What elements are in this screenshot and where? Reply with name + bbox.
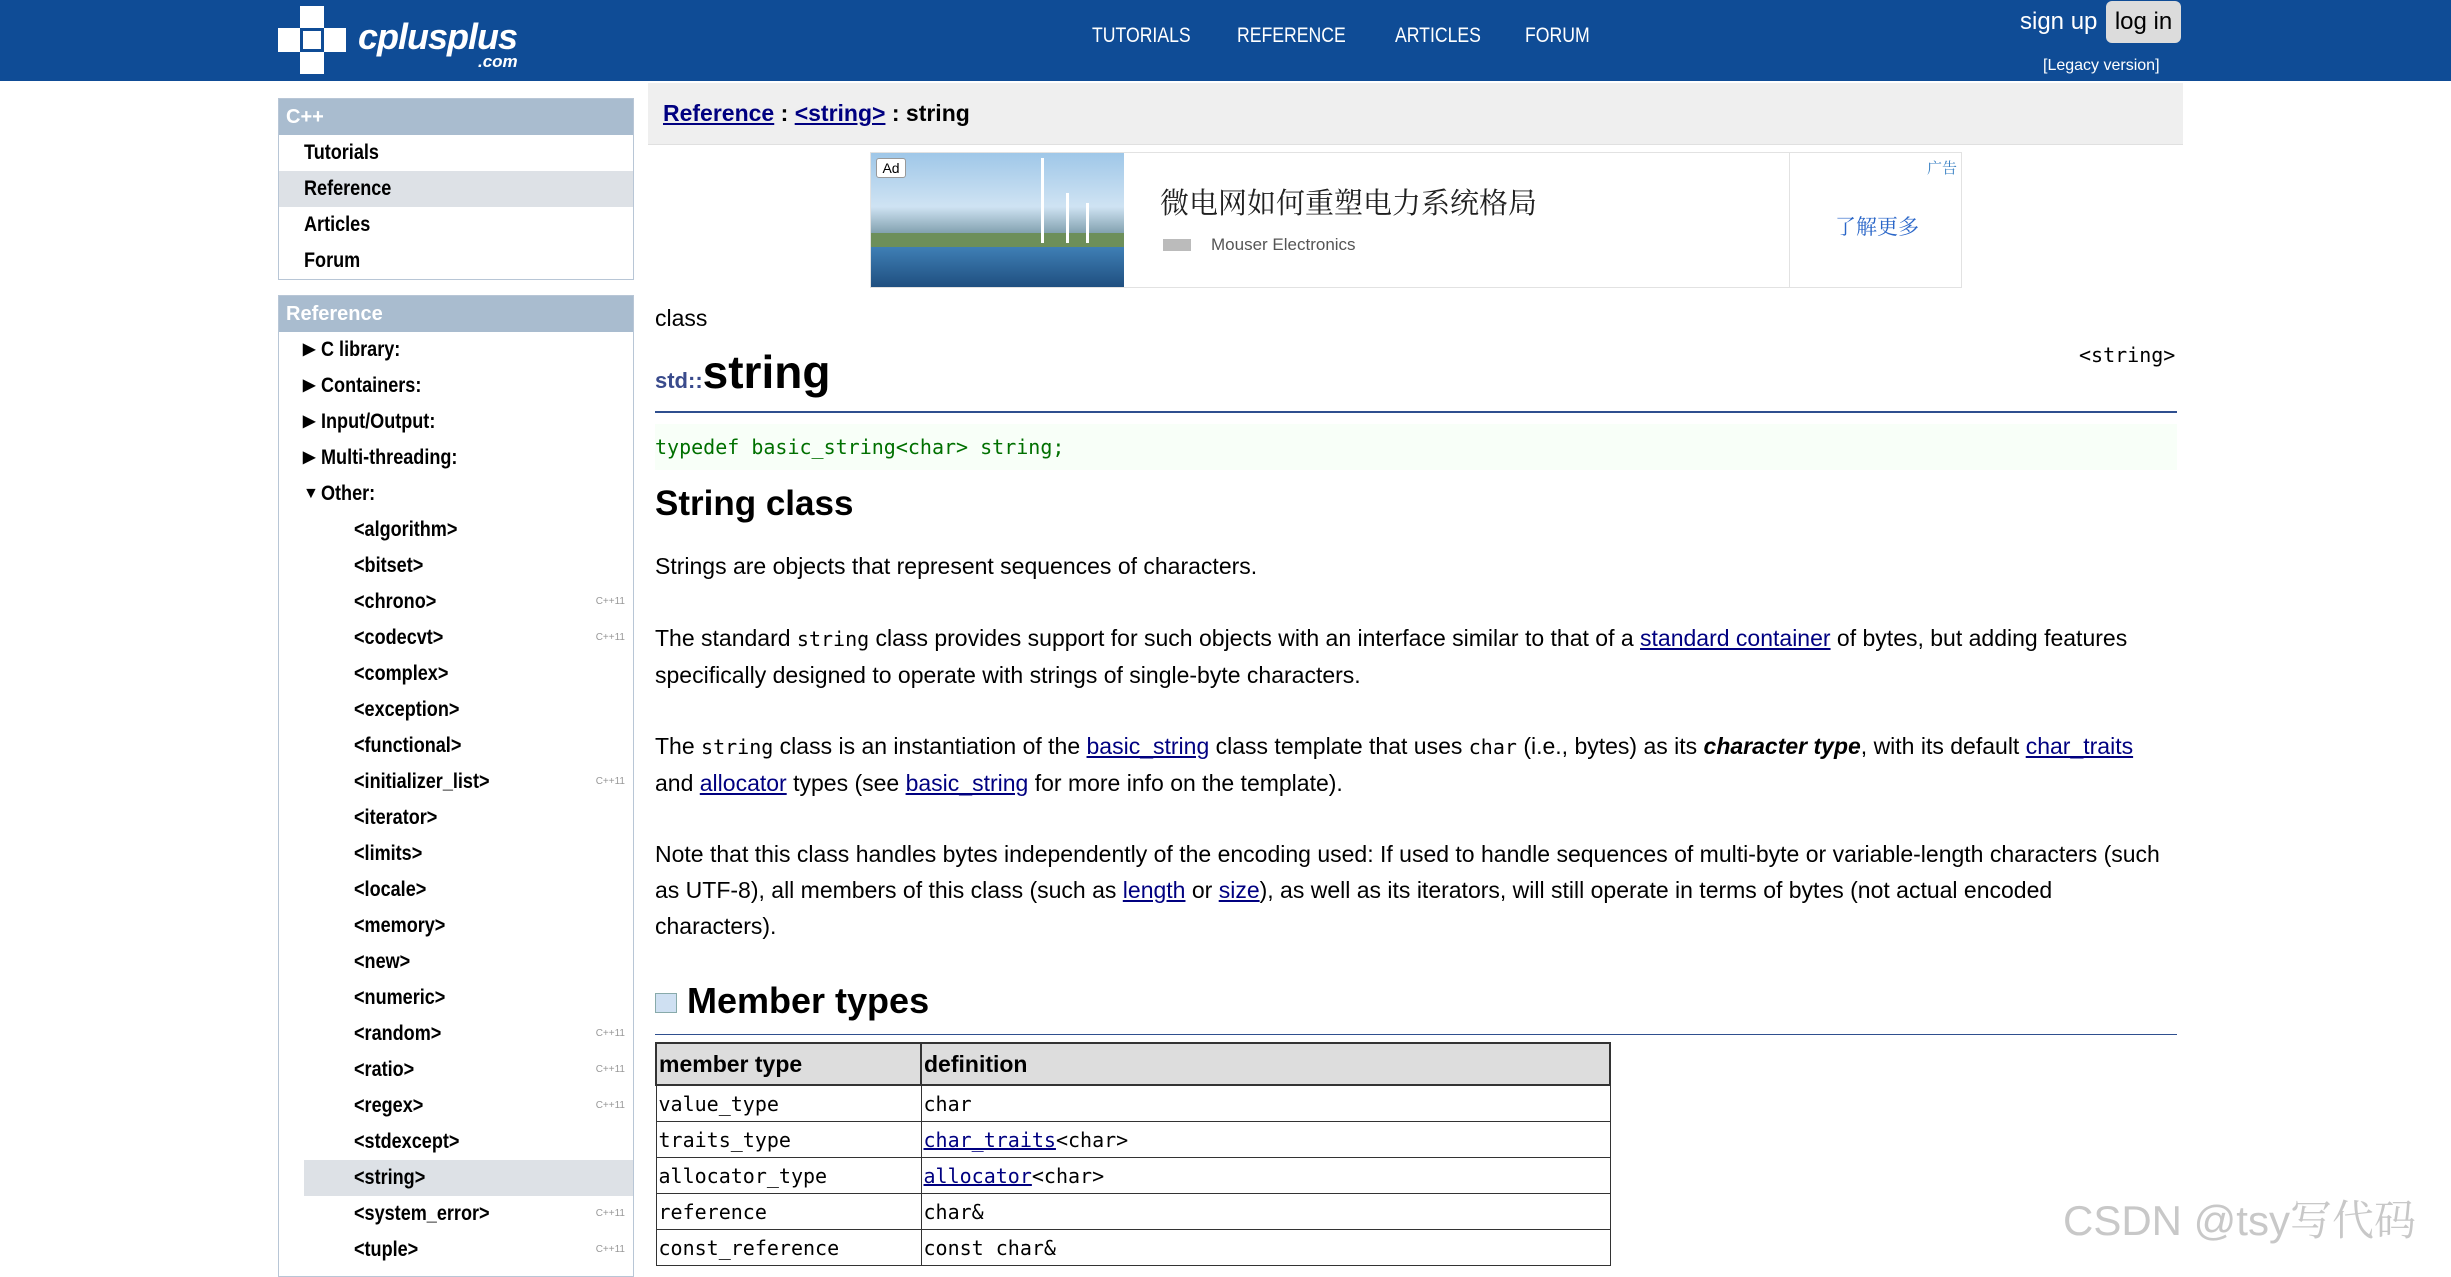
sidebar-cat-other[interactable]: ▼ Other: [279, 476, 633, 512]
expand-triangle-icon: ▶ [303, 341, 316, 358]
sidebar-item-tuple[interactable]: <tuple> C++11 [304, 1232, 633, 1268]
section-title: String class [655, 484, 854, 523]
logo-suffix: .com [478, 52, 518, 71]
sidebar-cat-c-library[interactable]: ▶ C library: [279, 332, 633, 368]
logo-text: cplusplus [358, 16, 518, 57]
watermark: CSDN @tsy写代码 [2063, 1197, 2416, 1244]
definition-cell: const char& [921, 1230, 1610, 1266]
sidebar-item-stdexcept[interactable]: <stdexcept> [354, 1130, 460, 1153]
basic-string-link[interactable]: basic_string [1086, 733, 1210, 759]
table-header: definition [921, 1043, 1610, 1085]
definition-link[interactable]: char_traits [923, 1127, 1056, 1152]
sidebar-other-list [279, 512, 633, 1268]
table-row [656, 1085, 1610, 1122]
sidebar-item-memory[interactable]: <memory> [354, 914, 446, 937]
sidebar-item-system-error[interactable]: <system_error> C++11 [304, 1196, 633, 1232]
definition-cell: char& [921, 1194, 1610, 1230]
sidebar-item-iterator[interactable]: <iterator> [354, 806, 438, 829]
standard-container-link[interactable]: standard container [1640, 625, 1831, 651]
cpp11-badge: C++11 [595, 1028, 625, 1039]
sidebar-item-numeric[interactable]: <numeric> [354, 986, 446, 1009]
sidebar-item-bitset[interactable]: <bitset> [354, 554, 424, 577]
paragraph-3: The string class is an instantiation of the basic_string class template that uses char (i.e., bytes) as its character type, with its default char_traits and allocator types (see basic_string for more info on the template). [655, 733, 2134, 796]
cpp11-badge: C++11 [595, 632, 625, 643]
definition-link[interactable]: allocator [923, 1163, 1032, 1188]
namespace-prefix: std:: [655, 368, 703, 393]
ad-sponsor[interactable]: Mouser Electronics [1211, 235, 1356, 254]
sidebar-cpp-title: C++ [279, 99, 633, 135]
expand-triangle-icon: ▶ [303, 377, 316, 394]
advertisement[interactable] [870, 152, 1962, 288]
page-title [655, 345, 830, 399]
member-type-cell: reference [656, 1194, 921, 1230]
login-button[interactable]: log in [2106, 1, 2181, 43]
member-types-table [655, 1042, 1611, 1266]
cpp11-badge: C++11 [595, 1244, 625, 1255]
header-file-label: <string> [2079, 343, 2176, 367]
nav-forum[interactable]: FORUM [1525, 24, 1591, 47]
paragraph-1: Strings are objects that represent sequences of characters. [655, 553, 1258, 579]
breadcrumb-reference-link[interactable]: Reference [663, 100, 775, 126]
sidebar-cat-input-output[interactable]: ▶ Input/Output: [279, 404, 633, 440]
sidebar-item-complex[interactable]: <complex> [354, 662, 449, 685]
paragraph-4: Note that this class handles bytes independently of the encoding used: If used to handle sequences of multi-byte or variable-length characters (such as UTF-8), all members of this class (such as length or size), as well as its iterators, will still operate in terms of bytes (not actual encoded characters). [655, 841, 2160, 939]
sidebar-item-forum[interactable]: Forum [304, 249, 361, 272]
member-type-cell: const_reference [656, 1230, 921, 1266]
definition-cell: allocator<char> [921, 1158, 1610, 1194]
collapse-triangle-icon: ▼ [303, 485, 319, 502]
typedef-code: typedef basic_string<char> string; [655, 424, 2177, 470]
paragraph-2: The standard string class provides support for such objects with an interface similar to that of a standard container of bytes, but adding features specifically designed to operate with strings of single-byte characters. [655, 625, 2128, 688]
member-type-cell: allocator_type [656, 1158, 921, 1194]
nav-tutorials[interactable]: TUTORIALS [1092, 24, 1191, 47]
legacy-version-link[interactable]: [Legacy version] [2043, 57, 2160, 74]
allocator-link[interactable]: allocator [699, 770, 787, 796]
class-name: string [702, 346, 831, 398]
site-logo[interactable] [278, 6, 548, 74]
cpp11-badge: C++11 [595, 1100, 625, 1111]
cpp11-badge: C++11 [595, 1208, 625, 1219]
cpp11-badge: C++11 [595, 776, 625, 787]
sidebar-item-limits[interactable]: <limits> [354, 842, 423, 865]
sidebar-item-tutorials[interactable]: Tutorials [304, 141, 379, 164]
section-box-icon [655, 993, 677, 1013]
sidebar-item-initializer-list[interactable]: <initializer_list> C++11 [304, 764, 633, 800]
sponsor-logo-icon [1163, 239, 1191, 251]
basic-string-link[interactable]: basic_string [905, 770, 1029, 796]
nav-reference[interactable]: REFERENCE [1237, 24, 1347, 47]
sidebar-cat-multi-threading[interactable]: ▶ Multi-threading: [279, 440, 633, 476]
sidebar-reference [278, 295, 634, 1277]
expand-triangle-icon: ▶ [303, 413, 316, 430]
table-row [656, 1194, 1610, 1230]
member-types-heading: Member types [655, 980, 929, 1022]
char-traits-link[interactable]: char_traits [2025, 733, 2134, 759]
nav-articles[interactable]: ARTICLES [1395, 24, 1481, 47]
definition-cell: char [921, 1085, 1610, 1122]
title-divider [655, 411, 2177, 413]
breadcrumb-separator: : [774, 100, 795, 126]
ad-title[interactable]: 微电网如何重塑电力系统格局 [1160, 188, 1538, 220]
expand-triangle-icon: ▶ [303, 449, 316, 466]
sidebar-item-locale[interactable]: <locale> [354, 878, 427, 901]
sidebar-cat-containers[interactable]: ▶ Containers: [279, 368, 633, 404]
size-link[interactable]: size [1218, 877, 1260, 903]
sidebar-item-exception[interactable]: <exception> [354, 698, 460, 721]
sidebar-item-string[interactable]: <string> [304, 1160, 633, 1196]
breadcrumb-string-link[interactable]: <string> [794, 100, 886, 126]
breadcrumb-current: string [905, 100, 970, 126]
sidebar-item-algorithm[interactable]: <algorithm> [354, 518, 458, 541]
breadcrumb [648, 83, 2183, 145]
sidebar-item-new[interactable]: <new> [354, 950, 411, 973]
member-type-cell: value_type [656, 1085, 921, 1122]
sidebar-item-articles[interactable]: Articles [304, 213, 371, 236]
ad-learn-more-button[interactable]: 了解更多 [1835, 216, 1919, 239]
ad-label: Ad [876, 158, 906, 178]
entity-kind: class [655, 305, 708, 331]
sidebar-reference-title: Reference [279, 296, 633, 332]
table-row [656, 1230, 1610, 1266]
table-row [656, 1158, 1610, 1194]
sidebar-item-codecvt[interactable]: <codecvt> C++11 [304, 620, 633, 656]
sidebar-item-random[interactable]: <random> C++11 [304, 1016, 633, 1052]
site-header [0, 0, 2451, 81]
sidebar-item-regex[interactable]: <regex> C++11 [304, 1088, 633, 1124]
member-types-divider [655, 1034, 2177, 1035]
table-header: member type [656, 1043, 921, 1085]
definition-cell: char_traits<char> [921, 1122, 1610, 1158]
length-link[interactable]: length [1122, 877, 1186, 903]
table-row [656, 1122, 1610, 1158]
sidebar-item-chrono[interactable]: <chrono> C++11 [304, 584, 633, 620]
top-nav [1092, 24, 1602, 48]
sidebar-item-ratio[interactable]: <ratio> C++11 [304, 1052, 633, 1088]
member-type-cell: traits_type [656, 1122, 921, 1158]
signup-link[interactable]: sign up [2020, 8, 2098, 35]
sidebar-item-functional[interactable]: <functional> [354, 734, 462, 757]
cpp11-badge: C++11 [595, 596, 625, 607]
cpp11-badge: C++11 [595, 1064, 625, 1075]
breadcrumb-separator: : [885, 100, 906, 126]
logo-cross-icon [278, 6, 346, 74]
ad-corner-label[interactable]: 广告 [1927, 160, 1958, 177]
ad-image[interactable] [871, 153, 1124, 287]
sidebar-item-reference[interactable]: Reference [279, 171, 633, 207]
sidebar-cpp [278, 98, 634, 280]
